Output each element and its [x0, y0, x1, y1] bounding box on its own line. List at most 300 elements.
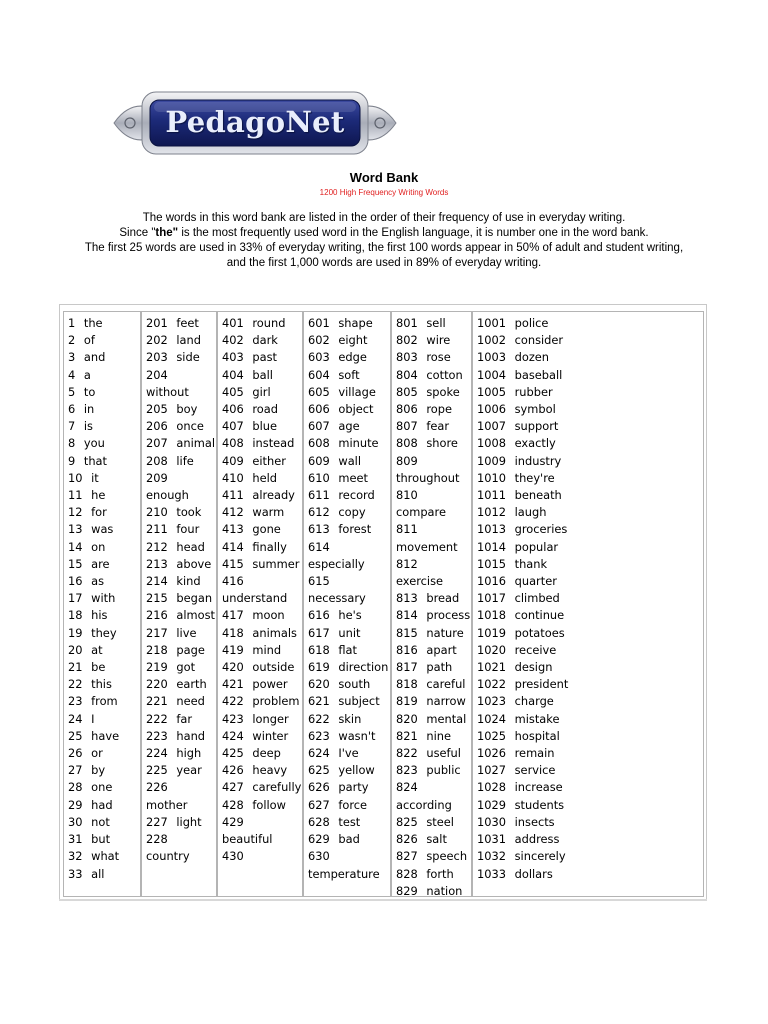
word-text: almost [176, 608, 215, 623]
word-number: 1007 [477, 419, 506, 434]
word-text: mental [426, 711, 467, 726]
word-entry [68, 315, 140, 332]
word-entry [396, 866, 471, 883]
word-text: round [252, 316, 286, 330]
word-number: 223 [146, 728, 168, 743]
word-text: insects [514, 814, 555, 829]
word-entry [396, 848, 471, 865]
word-text: far [176, 711, 193, 726]
intro-line-3: The first 25 words are used in 33% of everyday writing, the first 100 words appear in 50% of adult and student writing, [84, 242, 684, 254]
word-entry [146, 745, 216, 762]
word-entry [68, 590, 140, 607]
word-text: bread [426, 591, 460, 606]
word-text: speech [426, 849, 468, 864]
word-text: salt [426, 832, 447, 847]
word-entry [477, 521, 703, 538]
word-text: rubber [514, 384, 553, 399]
word-number: 1 [68, 316, 76, 330]
word-number: 18 [68, 608, 83, 623]
word-text: fear [426, 419, 450, 434]
word-text: dozen [514, 350, 550, 365]
word-number: 5 [68, 384, 76, 399]
word-number: 2 [68, 333, 76, 348]
word-number: 16 [68, 574, 83, 589]
word-text: service [514, 763, 556, 778]
word-entry [477, 797, 703, 814]
word-text: spoke [426, 384, 460, 399]
word-text: I've [338, 746, 359, 761]
word-number: 10 [68, 470, 83, 485]
word-entry [222, 401, 302, 418]
word-entry [477, 607, 703, 624]
word-number: 811 [396, 522, 418, 537]
word-number: 1030 [477, 814, 506, 829]
word-number: 417 [222, 608, 244, 623]
logo-text: PedagoNet [165, 105, 345, 139]
word-text: flat [338, 642, 357, 657]
word-entry [308, 848, 390, 882]
word-text: cotton [426, 367, 463, 382]
word-number: 1028 [477, 780, 506, 795]
word-number: 1016 [477, 574, 506, 589]
word-entry [222, 453, 302, 470]
word-number: 812 [396, 556, 418, 571]
word-text: beneath [514, 488, 562, 503]
word-text: shape [338, 316, 373, 330]
word-text: for [91, 505, 107, 520]
word-number: 612 [308, 505, 330, 520]
word-text: I [91, 711, 95, 726]
word-text: test [338, 814, 361, 829]
word-text: above [176, 556, 212, 571]
word-text: force [338, 797, 368, 812]
word-number: 4 [68, 367, 76, 382]
word-number: 605 [308, 384, 330, 399]
word-entry [222, 349, 302, 366]
word-number: 628 [308, 814, 330, 829]
word-text: dark [252, 333, 278, 348]
word-entry [477, 814, 703, 831]
word-text: four [176, 522, 200, 537]
word-number: 1003 [477, 350, 506, 365]
word-entry [222, 521, 302, 538]
word-entry [308, 676, 390, 693]
word-text: narrow [426, 694, 466, 709]
word-number: 609 [308, 453, 330, 468]
word-entry [222, 315, 302, 332]
word-text: exercise [396, 574, 444, 589]
word-number: 426 [222, 763, 244, 778]
word-entry [222, 797, 302, 814]
word-number: 419 [222, 642, 244, 657]
word-entry [396, 607, 471, 624]
word-text: direction [338, 660, 389, 675]
word-entry [477, 711, 703, 728]
word-entry [308, 367, 390, 384]
word-entry [396, 676, 471, 693]
word-number: 222 [146, 711, 168, 726]
word-text: necessary [308, 591, 366, 606]
word-number: 211 [146, 522, 168, 537]
word-text: winter [252, 728, 289, 743]
word-number: 8 [68, 436, 76, 451]
word-text: you [83, 436, 105, 451]
word-number: 618 [308, 642, 330, 657]
word-entry [308, 831, 390, 848]
word-number: 13 [68, 522, 83, 537]
word-entry [396, 711, 471, 728]
word-text: of [83, 333, 95, 348]
word-text: to [83, 384, 96, 399]
word-entry [146, 539, 216, 556]
word-number: 429 [222, 814, 244, 829]
word-entry [146, 607, 216, 624]
word-text: he [91, 488, 106, 503]
word-text: industry [514, 453, 562, 468]
word-text: gone [252, 522, 281, 537]
word-entry [308, 470, 390, 487]
word-text: a [83, 367, 91, 382]
word-entry [146, 349, 216, 366]
word-number: 214 [146, 574, 168, 589]
word-entry [477, 866, 703, 883]
word-number: 829 [396, 883, 418, 898]
word-number: 817 [396, 660, 418, 675]
word-text: power [252, 677, 288, 692]
word-number: 20 [68, 642, 83, 657]
word-number: 9 [68, 453, 76, 468]
word-text: according [396, 797, 452, 812]
word-entry [396, 315, 471, 332]
word-number: 806 [396, 402, 418, 417]
word-entry [222, 367, 302, 384]
word-number: 21 [68, 660, 83, 675]
word-number: 424 [222, 728, 244, 743]
word-number: 408 [222, 436, 244, 451]
word-entry [68, 384, 140, 401]
word-number: 410 [222, 470, 244, 485]
word-entry [477, 435, 703, 452]
word-entry [477, 831, 703, 848]
word-entry [222, 711, 302, 728]
word-text: that [83, 453, 108, 468]
word-number: 220 [146, 677, 168, 692]
word-number: 210 [146, 505, 168, 520]
word-number: 15 [68, 556, 83, 571]
word-entry [68, 521, 140, 538]
word-entry [222, 779, 302, 796]
word-number: 627 [308, 797, 330, 812]
word-text: receive [514, 642, 557, 657]
word-text: design [514, 660, 553, 675]
word-number: 204 [146, 367, 168, 382]
word-text: address [514, 832, 560, 847]
word-entry [68, 504, 140, 521]
word-number: 611 [308, 488, 330, 503]
word-number: 1020 [477, 642, 506, 657]
word-number: 22 [68, 677, 83, 692]
word-entry [308, 521, 390, 538]
word-text: sell [426, 316, 446, 330]
word-text: it [91, 470, 99, 485]
word-entry [477, 349, 703, 366]
word-column [391, 311, 472, 897]
word-number: 217 [146, 625, 168, 640]
word-number: 610 [308, 470, 330, 485]
word-text: wall [338, 453, 362, 468]
word-text: forest [338, 522, 372, 537]
word-number: 1023 [477, 694, 506, 709]
word-text: thank [514, 556, 548, 571]
word-text: village [338, 384, 376, 399]
word-number: 30 [68, 814, 83, 829]
word-number: 1002 [477, 333, 506, 348]
word-entry [477, 315, 703, 332]
word-text: support [514, 419, 559, 434]
word-entry [146, 521, 216, 538]
word-text: as [91, 574, 105, 589]
word-text: beautiful [222, 832, 273, 847]
word-number: 1018 [477, 608, 506, 623]
word-number: 203 [146, 350, 168, 365]
word-text: popular [514, 539, 559, 554]
word-number: 614 [308, 539, 330, 554]
word-entry [308, 573, 390, 607]
word-number: 630 [308, 849, 330, 864]
word-number: 219 [146, 660, 168, 675]
word-text: increase [514, 780, 563, 795]
word-text: but [91, 832, 111, 847]
word-number: 1026 [477, 746, 506, 761]
word-number: 1001 [477, 316, 506, 330]
word-entry [222, 332, 302, 349]
word-number: 1029 [477, 797, 506, 812]
word-text: mind [252, 642, 282, 657]
word-text: nation [426, 883, 463, 898]
word-entry [68, 814, 140, 831]
word-entry [396, 779, 471, 813]
word-text: skin [338, 711, 362, 726]
word-number: 624 [308, 746, 330, 761]
word-column [141, 311, 217, 897]
word-number: 805 [396, 384, 418, 399]
word-entry [477, 745, 703, 762]
word-number: 428 [222, 797, 244, 812]
word-number: 423 [222, 711, 244, 726]
word-entry [308, 384, 390, 401]
word-number: 221 [146, 694, 168, 709]
word-entry [308, 693, 390, 710]
word-number: 27 [68, 763, 83, 778]
word-text: moon [252, 608, 285, 623]
word-entry [68, 642, 140, 659]
word-text: symbol [514, 402, 556, 417]
word-number: 1031 [477, 832, 506, 847]
word-text: potatoes [514, 625, 565, 640]
word-number: 818 [396, 677, 418, 692]
word-number: 808 [396, 436, 418, 451]
word-text: land [176, 333, 201, 348]
word-entry [308, 762, 390, 779]
word-number: 608 [308, 436, 330, 451]
word-text: one [91, 780, 113, 795]
word-number: 1022 [477, 677, 506, 692]
word-number: 411 [222, 488, 244, 503]
word-number: 1019 [477, 625, 506, 640]
word-entry [68, 779, 140, 796]
word-entry [477, 676, 703, 693]
word-text: meet [338, 470, 368, 485]
word-entry [222, 676, 302, 693]
word-entry [396, 762, 471, 779]
word-entry [146, 711, 216, 728]
intro-line-4: and the first 1,000 words are used in 89% of everyday writing. [226, 257, 542, 269]
word-text: path [426, 660, 453, 675]
word-number: 32 [68, 849, 83, 864]
word-text: record [338, 488, 375, 503]
word-entry [68, 556, 140, 573]
word-text: his [91, 608, 108, 623]
word-text: party [338, 780, 369, 795]
word-number: 819 [396, 694, 418, 709]
word-number: 1025 [477, 728, 506, 743]
word-entry [477, 384, 703, 401]
word-entry [68, 866, 140, 883]
word-text: began [176, 591, 213, 606]
word-text: exactly [514, 436, 556, 451]
word-entry [68, 745, 140, 762]
word-entry [396, 521, 471, 555]
word-number: 201 [146, 316, 168, 330]
word-entry [477, 625, 703, 642]
word-number: 403 [222, 350, 244, 365]
word-text: heavy [252, 763, 288, 778]
word-entry [68, 487, 140, 504]
word-number: 827 [396, 849, 418, 864]
word-entry [396, 556, 471, 590]
word-number: 604 [308, 367, 330, 382]
word-text: sincerely [514, 849, 566, 864]
word-number: 6 [68, 402, 76, 417]
word-number: 416 [222, 574, 244, 589]
word-entry [477, 487, 703, 504]
word-text: girl [252, 384, 271, 399]
word-entry [146, 332, 216, 349]
word-number: 202 [146, 333, 168, 348]
word-entry [146, 659, 216, 676]
word-text: finally [252, 539, 287, 554]
word-entry [68, 848, 140, 865]
word-text: once [176, 419, 204, 434]
word-number: 205 [146, 402, 168, 417]
word-text: movement [396, 539, 458, 554]
pedagonet-logo[interactable] [112, 88, 398, 158]
word-text: mistake [514, 711, 560, 726]
word-entry [396, 883, 471, 900]
word-entry [68, 401, 140, 418]
word-text: need [176, 694, 205, 709]
word-entry [222, 848, 302, 865]
word-entry [222, 607, 302, 624]
word-text: deep [252, 746, 281, 761]
word-number: 1010 [477, 470, 506, 485]
word-text: quarter [514, 574, 557, 589]
word-entry [477, 539, 703, 556]
word-text: in [83, 402, 95, 417]
word-text: took [176, 505, 202, 520]
word-number: 29 [68, 797, 83, 812]
word-number: 414 [222, 539, 244, 554]
word-number: 810 [396, 488, 418, 503]
word-number: 629 [308, 832, 330, 847]
word-number: 405 [222, 384, 244, 399]
word-number: 415 [222, 556, 244, 571]
word-number: 803 [396, 350, 418, 365]
word-entry [308, 453, 390, 470]
word-text: police [514, 316, 549, 330]
word-entry [396, 418, 471, 435]
word-text: side [176, 350, 200, 365]
word-entry [308, 349, 390, 366]
word-text: president [514, 677, 569, 692]
word-entry [146, 814, 216, 831]
word-text: road [252, 402, 278, 417]
word-number: 225 [146, 763, 168, 778]
word-number: 218 [146, 642, 168, 657]
word-text: outside [252, 660, 295, 675]
word-number: 1012 [477, 505, 506, 520]
word-number: 602 [308, 333, 330, 348]
word-number: 420 [222, 660, 244, 675]
word-number: 607 [308, 419, 330, 434]
word-text: is [83, 419, 93, 434]
word-text: consider [514, 333, 564, 348]
word-entry [68, 349, 140, 366]
word-number: 209 [146, 470, 168, 485]
word-text: rose [426, 350, 451, 365]
word-text: instead [252, 436, 295, 451]
word-entry [222, 504, 302, 521]
word-number: 1021 [477, 660, 506, 675]
word-number: 3 [68, 350, 76, 365]
word-text: year [176, 763, 202, 778]
word-text: got [176, 660, 196, 675]
word-text: animal [176, 436, 215, 451]
word-entry [68, 831, 140, 848]
word-number: 626 [308, 780, 330, 795]
word-text: have [91, 728, 120, 743]
word-entry [308, 797, 390, 814]
word-number: 1011 [477, 488, 506, 503]
word-entry [308, 504, 390, 521]
word-entry [477, 453, 703, 470]
word-entry [222, 573, 302, 607]
word-number: 226 [146, 780, 168, 795]
word-number: 224 [146, 746, 168, 761]
word-entry [396, 401, 471, 418]
word-entry [477, 573, 703, 590]
word-column [217, 311, 303, 897]
word-text: laugh [514, 505, 547, 520]
word-entry [68, 332, 140, 349]
page-title: Word Bank [349, 170, 419, 185]
word-entry [477, 418, 703, 435]
word-number: 615 [308, 574, 330, 589]
word-entry [68, 573, 140, 590]
word-entry [222, 625, 302, 642]
word-number: 406 [222, 402, 244, 417]
word-entry [222, 659, 302, 676]
